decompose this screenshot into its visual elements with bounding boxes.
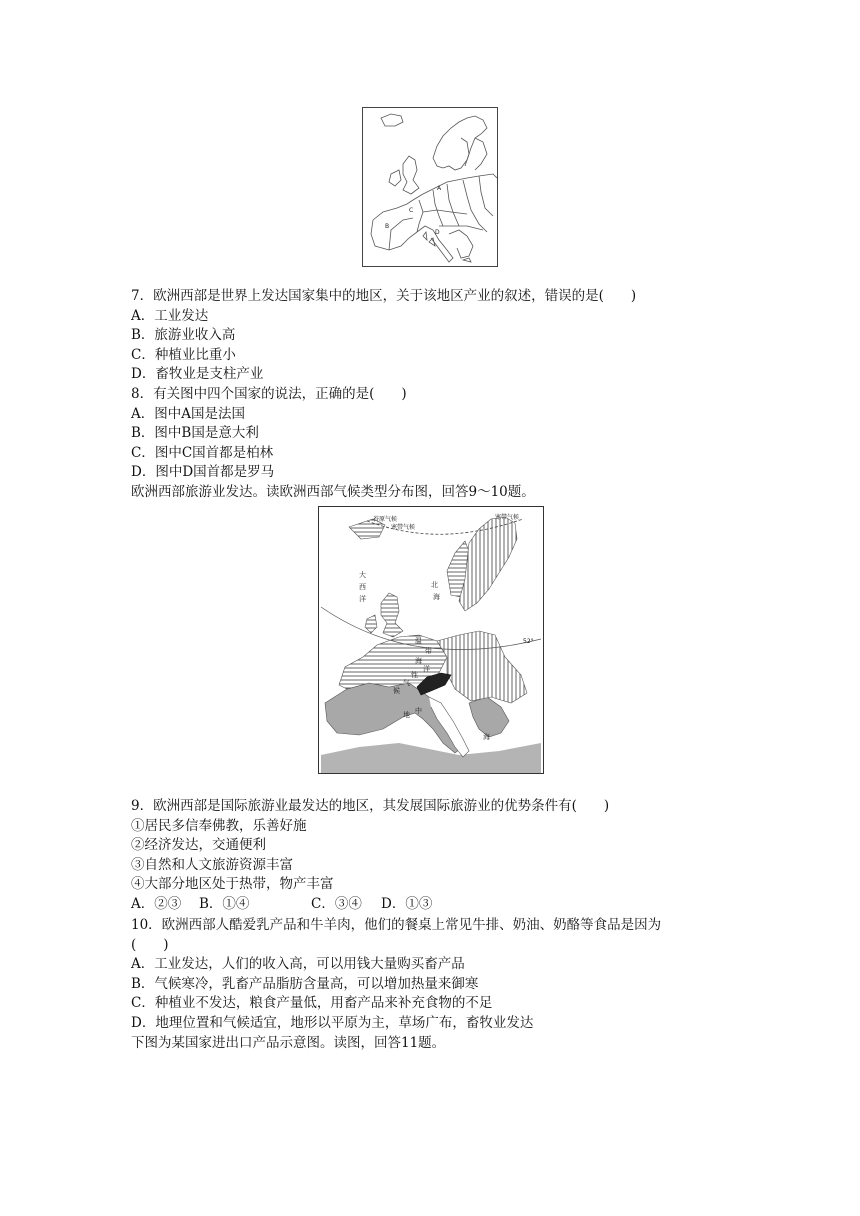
intro-question-11: 下图为某国家进出口产品示意图。读图，回答11题。 [131, 1034, 446, 1051]
question-10-option-a: A．工业发达，人们的收入高，可以用钱大量购买畜产品 [131, 956, 465, 973]
climate-map-svg [319, 507, 543, 773]
question-7-option-d: D．畜牧业是支柱产业 [131, 366, 264, 383]
temperate-maritime-britain [381, 593, 403, 637]
question-9-item-3: ③自然和人文旅游资源丰富 [131, 856, 293, 873]
balkan-mediterranean-region [469, 697, 509, 737]
temperate-maritime-ireland [365, 615, 377, 633]
question-9-item-4: ④大部分地区处于热带，物产丰富 [131, 876, 334, 893]
sea-char-5: 洋 [359, 595, 366, 603]
question-8-option-a: A．图中A国是法国 [131, 405, 245, 422]
europe-outline-svg [363, 108, 497, 266]
question-10-stem: 10．欧洲西部人酷爱乳产品和牛羊肉，他们的餐桌上常见牛排、奶油、奶酪等食品是因为 [131, 917, 662, 933]
question-8-stem: 8．有关图中四个国家的说法，正确的是( ) [131, 386, 407, 402]
sea-char-2: 海 [433, 593, 440, 601]
question-10-option-b: B．气候寒冷，乳畜产品脂肪含量高，可以增加热量来御寒 [131, 975, 479, 992]
sea-char-9: 洋 [423, 665, 430, 673]
sea-char-10: 性 [411, 671, 418, 679]
subarctic-scandinavia [459, 517, 517, 611]
question-7-stem: 7．欧洲西部是世界上发达国家集中的地区，关于该地区产业的叙述，错误的是( ) [131, 288, 637, 304]
sea-char-1: 北 [431, 581, 438, 589]
question-10-option-c: C．种植业不发达，粮食产量低，用畜产品来补充食物的不足 [131, 995, 493, 1012]
question-9-option-c: C．③④ [311, 895, 362, 912]
sea-char-6: 温 [415, 637, 422, 645]
north-africa-region [321, 743, 541, 773]
question-10-stem-cont: ( ) [131, 936, 169, 953]
europe-outline-map [362, 107, 498, 267]
sea-char-8: 海 [415, 657, 422, 665]
question-7-option-c: C．种植业比重小 [131, 346, 236, 363]
question-9-option-a: A．②③ [131, 895, 182, 912]
question-8-option-b: B．图中B国是意大利 [131, 425, 259, 442]
sea-char-12: 候 [393, 687, 400, 695]
question-7 [131, 287, 771, 385]
question-7-option-b: B．旅游业收入高 [131, 327, 236, 344]
sea-char-15: 海 [483, 733, 490, 741]
question-8-option-d: D．图中D国首都是罗马 [131, 464, 275, 481]
question-8 [131, 385, 771, 503]
map1-label-d: D [435, 229, 440, 236]
intro-questions-9-10: 欧洲西部旅游业发达。读欧洲西部气候类型分布图，回答9～10题。 [131, 483, 535, 500]
question-9-stem: 9．欧洲西部是国际旅游业最发达的地区，其发展国际旅游业的优势条件有( ) [131, 798, 610, 814]
label-subarctic-right: 寒带气候 [495, 514, 520, 521]
question-10-option-d: D．地理位置和气候适宜，地形以平原为主，草场广布，畜牧业发达 [131, 1014, 534, 1031]
question-9-options [131, 895, 771, 915]
sea-char-13: 地 [403, 711, 410, 719]
question-10 [131, 916, 771, 1053]
map1-label-b: B [385, 223, 390, 230]
label-subarctic-top: 寒带气候 [391, 524, 416, 531]
sea-char-7: 带 [425, 647, 432, 655]
map1-label-a: A [437, 185, 442, 192]
map1-label-c: C [409, 207, 414, 214]
sea-char-3: 大 [359, 571, 366, 579]
label-latitude-52: 52° [523, 638, 534, 645]
question-9 [131, 797, 771, 915]
sea-char-14: 中 [415, 707, 422, 715]
question-7-option-a: A．工业发达 [131, 307, 209, 324]
question-9-item-1: ①居民多信奉佛教，乐善好施 [131, 817, 307, 834]
question-9-item-2: ②经济发达，交通便利 [131, 837, 266, 854]
label-tundra: 苔原气候 [373, 516, 398, 523]
question-8-option-c: C．图中C国首都是柏林 [131, 444, 274, 461]
climate-map [318, 506, 544, 774]
temperate-continental-region [437, 631, 527, 703]
question-9-option-b: B．①④ [199, 895, 250, 912]
sea-char-11: 气 [403, 679, 410, 687]
sea-char-4: 西 [359, 583, 366, 591]
question-9-option-d: D．①③ [381, 895, 433, 912]
